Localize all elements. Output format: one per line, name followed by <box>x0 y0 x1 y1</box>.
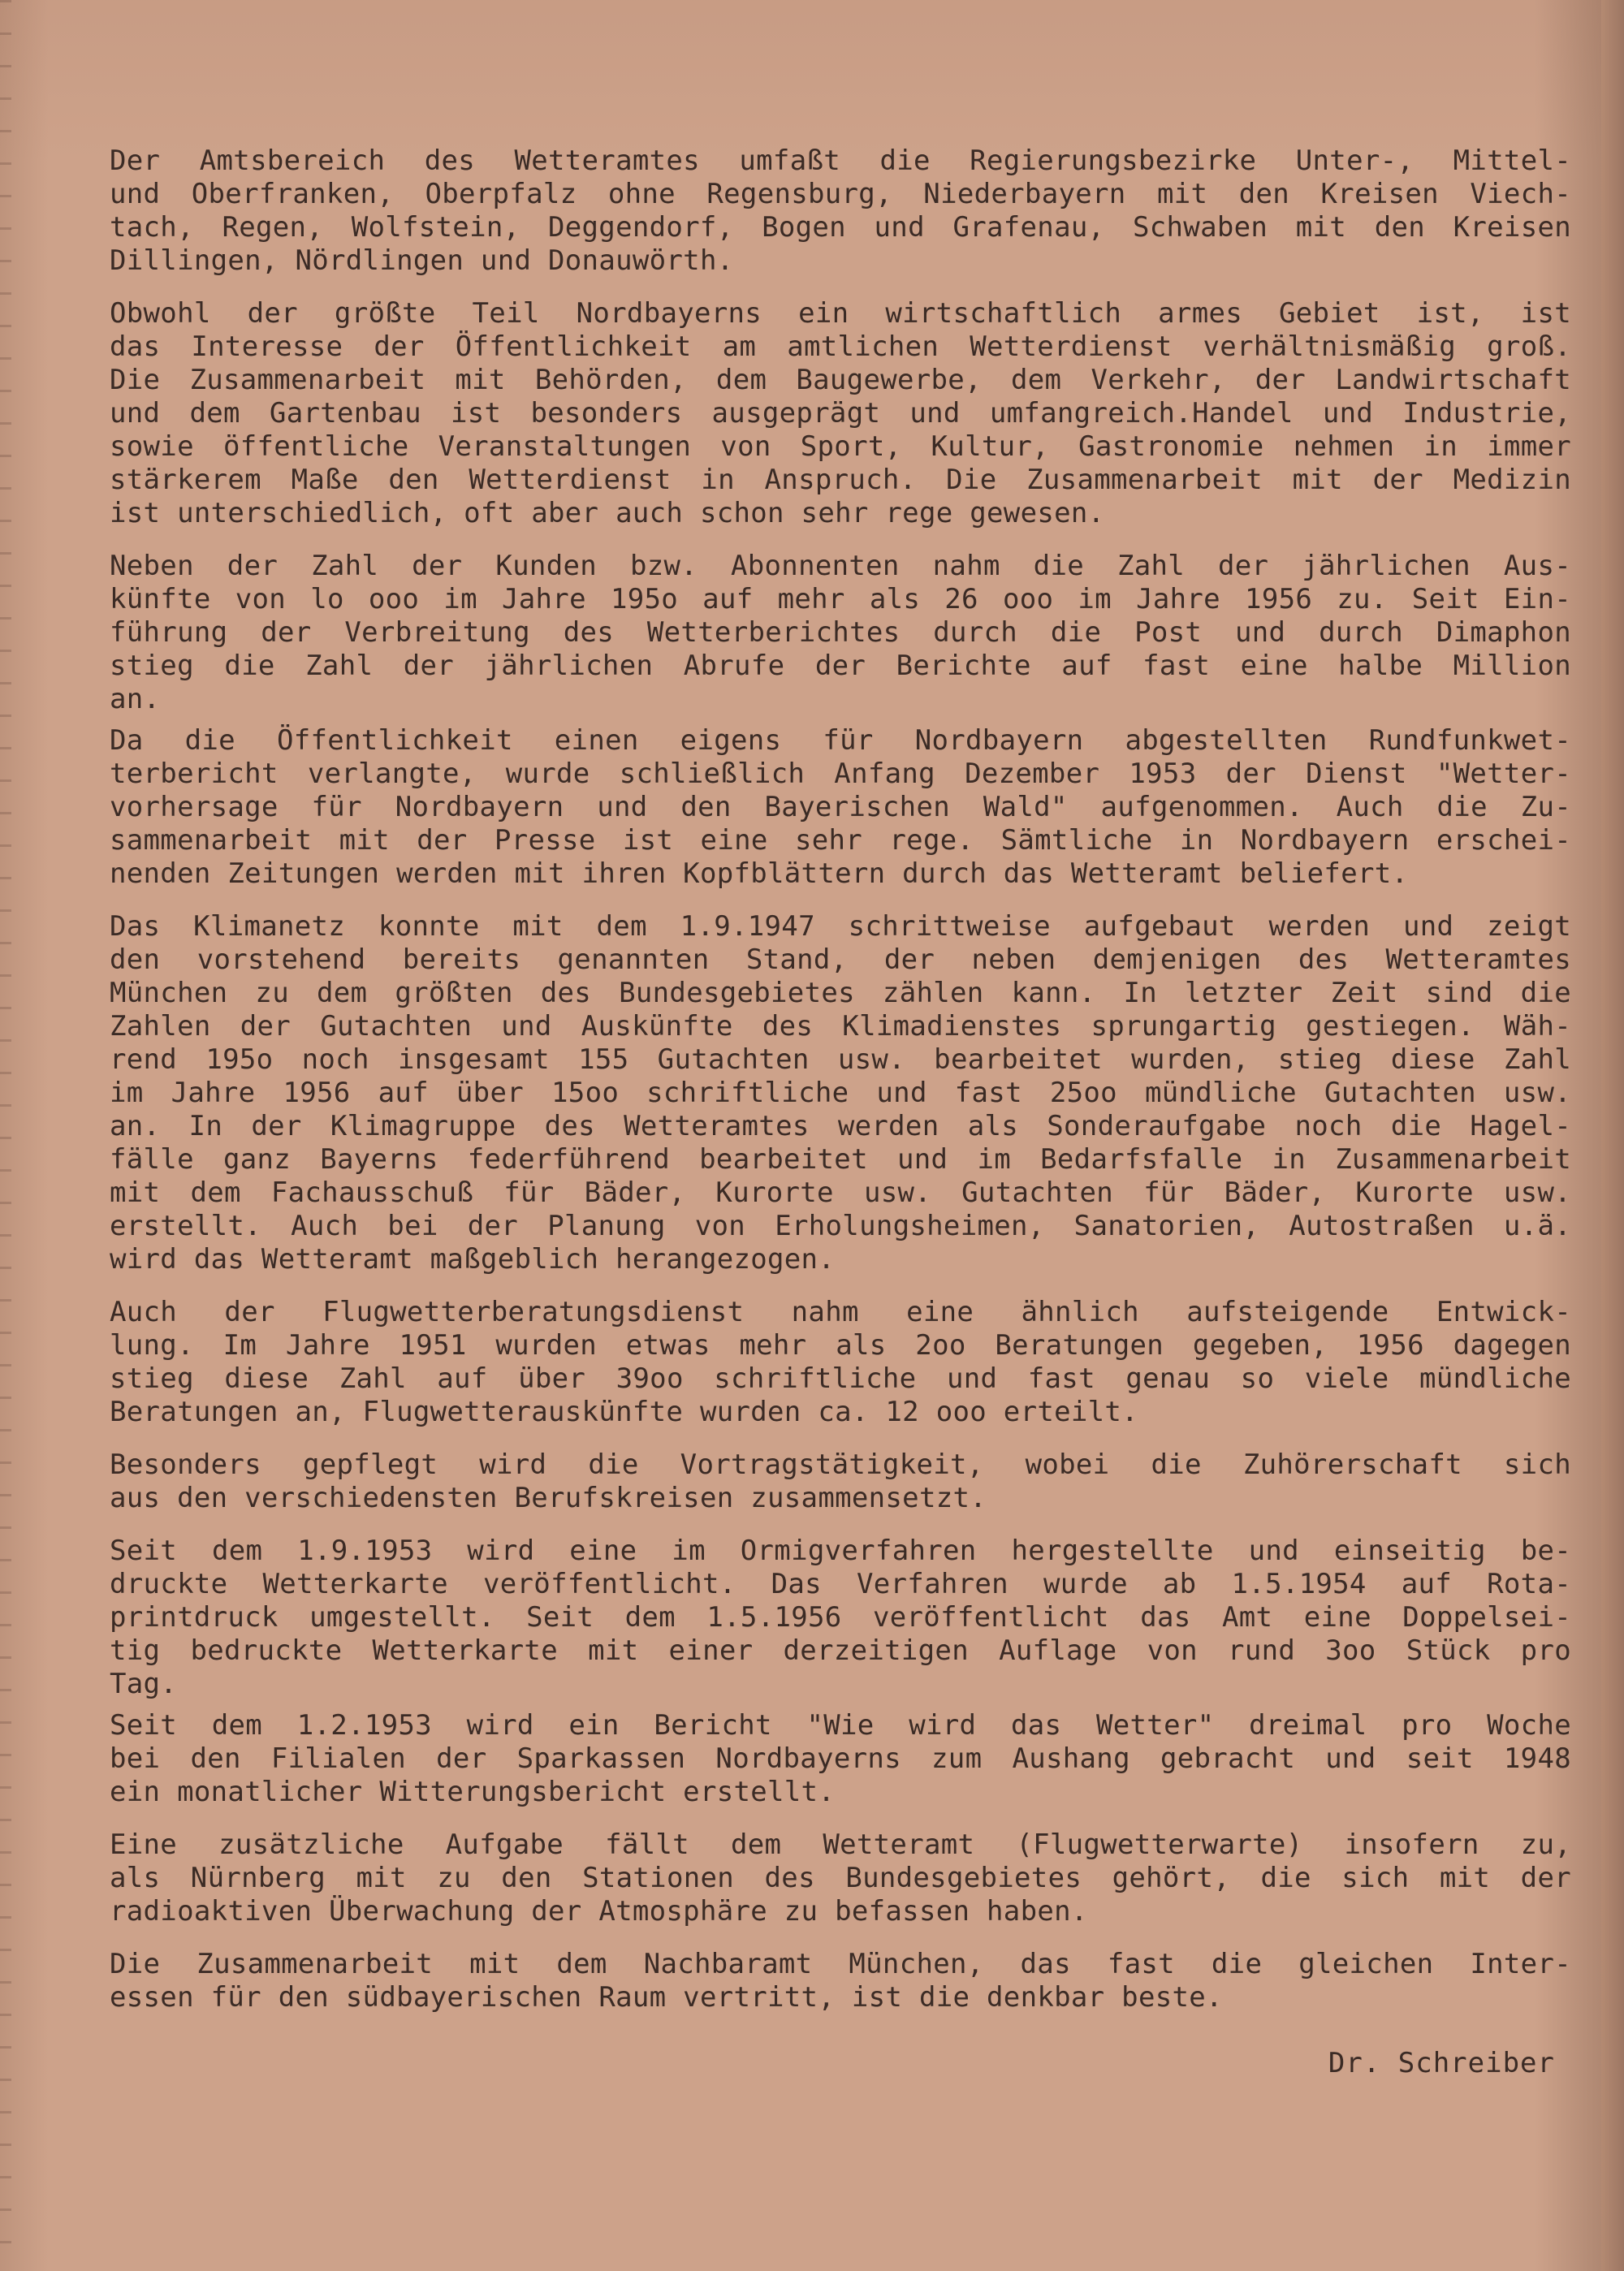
text-line: erstellt. Auch bei der Planung von Erholungsheimen, Sanatorien, Autostraßen u.ä. <box>110 1210 1571 1242</box>
text-line: Besonders gepflegt wird die Vortragstätigkeit, wobei die Zuhörerschaft sich <box>110 1449 1571 1481</box>
text-line: Der Amtsbereich des Wetteramtes umfaßt die Regierungsbezirke Unter-, Mittel- <box>110 145 1571 177</box>
document-body <box>110 145 1571 2014</box>
text-line: führung der Verbreitung des Wetterberichtes durch die Post und durch Dimaphon <box>110 616 1571 649</box>
text-line: und Oberfranken, Oberpfalz ohne Regensburg, Niederbayern mit den Kreisen Viech- <box>110 178 1571 210</box>
text-line: Die Zusammenarbeit mit Behörden, dem Baugewerbe, dem Verkehr, der Landwirtschaft <box>110 364 1571 396</box>
text-line: stieg die Zahl der jährlichen Abrufe der Berichte auf fast eine halbe Million <box>110 650 1571 682</box>
text-line: lung. Im Jahre 1951 wurden etwas mehr als 2oo Beratungen gegeben, 1956 dagegen <box>110 1329 1571 1362</box>
text-line: künfte von lo ooo im Jahre 195o auf mehr als 26 ooo im Jahre 1956 zu. Seit Ein- <box>110 583 1571 615</box>
text-line: ist unterschiedlich, oft aber auch schon sehr rege gewesen. <box>110 497 1105 529</box>
text-line: und dem Gartenbau ist besonders ausgeprägt und umfangreich.Handel und Industrie, <box>110 397 1571 430</box>
text-line: bei den Filialen der Sparkassen Nordbayerns zum Aushang gebracht und seit 1948 <box>110 1742 1571 1775</box>
paragraph-kunden <box>110 550 1571 716</box>
text-line: druckte Wetterkarte veröffentlicht. Das Verfahren wurde ab 1.5.1954 auf Rota- <box>110 1568 1571 1600</box>
text-line: Seit dem 1.9.1953 wird eine im Ormigverfahren hergestellte und einseitig be- <box>110 1535 1571 1567</box>
text-line: sowie öffentliche Veranstaltungen von Sport, Kultur, Gastronomie nehmen in immer <box>110 430 1571 463</box>
text-line: aus den verschiedensten Berufskreisen zusammensetzt. <box>110 1482 987 1514</box>
text-line: terbericht verlangte, wurde schließlich Anfang Dezember 1953 der Dienst "Wetter- <box>110 758 1571 790</box>
paragraph-zusammenarbeit-muenchen <box>110 1948 1571 2014</box>
text-line: tig bedruckte Wetterkarte mit einer derzeitigen Auflage von rund 3oo Stück pro <box>110 1634 1571 1667</box>
text-line: ein monatlicher Witterungsbericht erstellt. <box>110 1776 836 1808</box>
text-line: vorhersage für Nordbayern und den Bayerischen Wald" aufgenommen. Auch die Zu- <box>110 791 1571 823</box>
text-line: München zu dem größten des Bundesgebietes zählen kann. In letzter Zeit sind die <box>110 977 1571 1009</box>
text-line: Da die Öffentlichkeit einen eigens für Nordbayern abgestellten Rundfunkwet- <box>110 724 1571 757</box>
text-line: den vorstehend bereits genannten Stand, der neben demjenigen des Wetteramtes <box>110 943 1571 976</box>
text-line: Neben der Zahl der Kunden bzw. Abonnenten nahm die Zahl der jährlichen Aus- <box>110 550 1571 582</box>
text-line: mit dem Fachausschuß für Bäder, Kurorte usw. Gutachten für Bäder, Kurorte usw. <box>110 1177 1571 1209</box>
binding-edge <box>0 0 11 2271</box>
paragraph-bericht <box>110 1709 1571 1809</box>
text-line: Seit dem 1.2.1953 wird ein Bericht "Wie wird das Wetter" dreimal pro Woche <box>110 1709 1571 1742</box>
text-line: Tag. <box>110 1668 178 1700</box>
text-line: Beratungen an, Flugwetterauskünfte wurden ca. 12 ooo erteilt. <box>110 1396 1138 1428</box>
text-line: tach, Regen, Wolfstein, Deggendorf, Bogen und Grafenau, Schwaben mit den Kreisen <box>110 211 1571 244</box>
text-line: an. In der Klimagruppe des Wetteramtes werden als Sonderaufgabe noch die Hagel- <box>110 1110 1571 1142</box>
text-line: printdruck umgestellt. Seit dem 1.5.1956 veröffentlicht das Amt eine Doppelsei- <box>110 1601 1571 1634</box>
text-line: radioaktiven Überwachung der Atmosphäre zu befassen haben. <box>110 1895 1088 1928</box>
paragraph-radioaktiv <box>110 1828 1571 1928</box>
text-line: Dillingen, Nördlingen und Donauwörth. <box>110 244 734 277</box>
text-line: das Interesse der Öffentlichkeit am amtlichen Wetterdienst verhältnismäßig groß. <box>110 330 1571 363</box>
text-line: an. <box>110 683 161 715</box>
text-line: Obwohl der größte Teil Nordbayerns ein wirtschaftlich armes Gebiet ist, ist <box>110 297 1571 330</box>
page-right-edge <box>1601 0 1624 2271</box>
text-line: Eine zusätzliche Aufgabe fällt dem Wetteramt (Flugwetterwarte) insofern zu, <box>110 1828 1571 1861</box>
text-line: Auch der Flugwetterberatungsdienst nahm eine ähnlich aufsteigende Entwick- <box>110 1296 1571 1328</box>
text-line: fälle ganz Bayerns federführend bearbeitet und im Bedarfsfalle in Zusammenarbeit <box>110 1143 1571 1176</box>
text-line: rend 195o noch insgesamt 155 Gutachten usw. bearbeitet wurden, stieg diese Zahl <box>110 1043 1571 1076</box>
text-line: stärkerem Maße den Wetterdienst in Anspruch. Die Zusammenarbeit mit der Medizin <box>110 464 1571 496</box>
paragraph-wetterkarte <box>110 1535 1571 1701</box>
text-line: nenden Zeitungen werden mit ihren Kopfblättern durch das Wetteramt beliefert. <box>110 857 1409 890</box>
text-line: wird das Wetteramt maßgeblich herangezogen. <box>110 1243 836 1276</box>
text-line: im Jahre 1956 auf über 15oo schriftliche und fast 25oo mündliche Gutachten usw. <box>110 1077 1571 1109</box>
signature: Dr. Schreiber <box>1328 2047 1555 2079</box>
text-line: sammenarbeit mit der Presse ist eine sehr rege. Sämtliche in Nordbayern erschei- <box>110 824 1571 857</box>
text-line: Die Zusammenarbeit mit dem Nachbaramt München, das fast die gleichen Inter- <box>110 1948 1571 1980</box>
text-line: als Nürnberg mit zu den Stationen des Bundesgebietes gehört, die sich mit der <box>110 1862 1571 1894</box>
paragraph-rundfunk <box>110 724 1571 891</box>
paragraph-flugwetter <box>110 1296 1571 1429</box>
paragraph-klimanetz <box>110 910 1571 1276</box>
paragraph-interesse <box>110 297 1571 530</box>
paragraph-vortrag <box>110 1449 1571 1515</box>
text-line: essen für den südbayerischen Raum vertritt, ist die denkbar beste. <box>110 1981 1223 2014</box>
text-line: stieg diese Zahl auf über 39oo schriftliche und fast genau so viele mündliche <box>110 1362 1571 1395</box>
paragraph-amtsbereich <box>110 145 1571 278</box>
text-line: Das Klimanetz konnte mit dem 1.9.1947 schrittweise aufgebaut werden und zeigt <box>110 910 1571 943</box>
text-line: Zahlen der Gutachten und Auskünfte des Klimadienstes sprungartig gestiegen. Wäh- <box>110 1010 1571 1043</box>
